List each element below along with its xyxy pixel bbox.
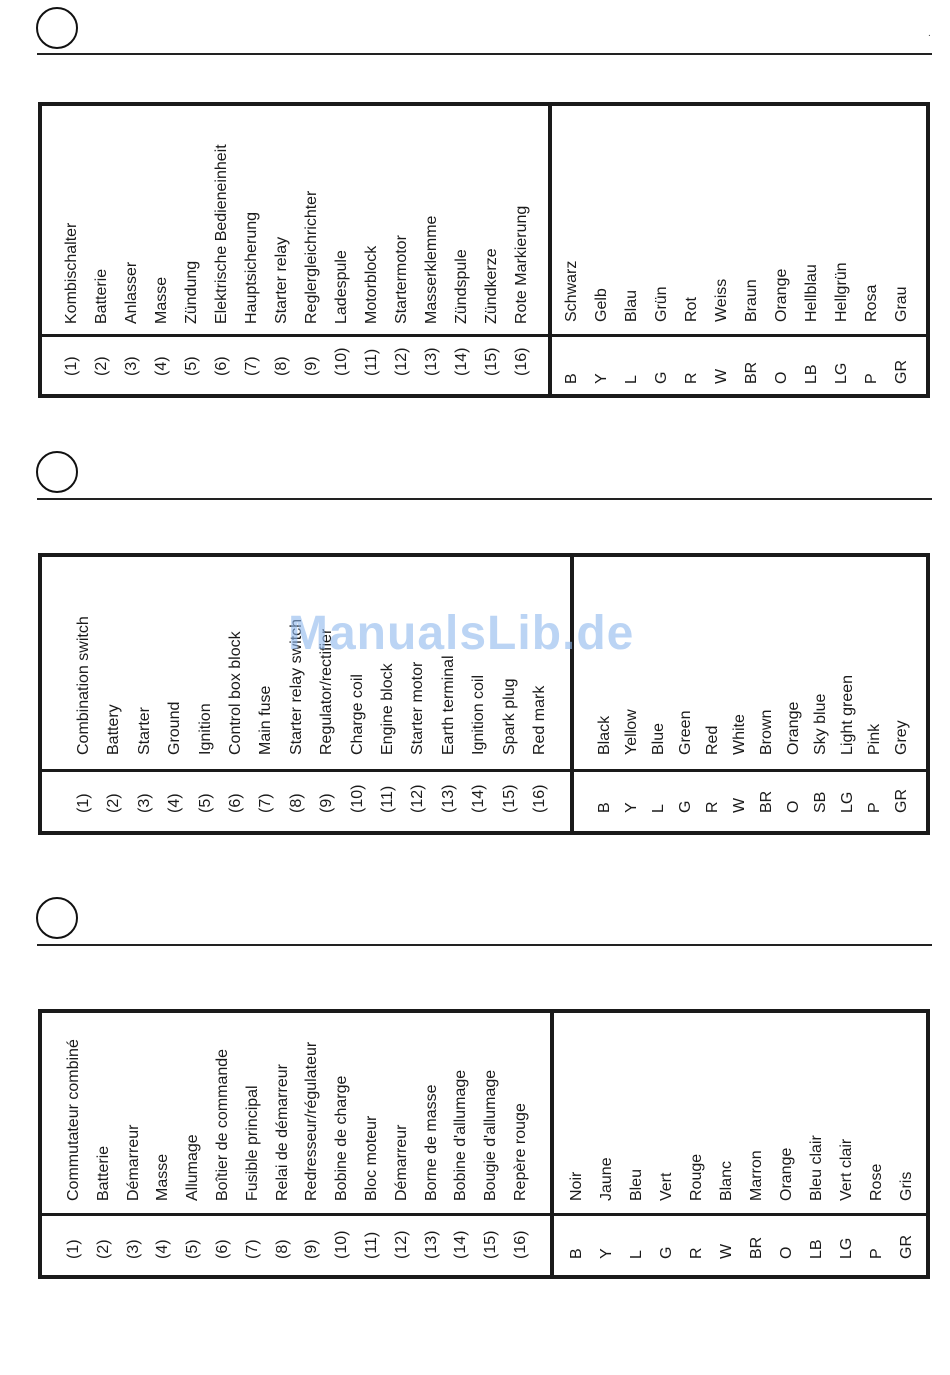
wire-color-code: B	[563, 373, 580, 384]
legend-item-label: Starter relay	[273, 236, 290, 324]
row-separator-items	[42, 1213, 550, 1216]
wire-color-code: R	[688, 1247, 705, 1259]
legend-item-number: (5)	[183, 356, 200, 376]
language-marker-circle-de	[36, 7, 78, 49]
legend-item-number: (6)	[214, 1239, 231, 1259]
legend-item-number: (8)	[273, 1239, 291, 1259]
wire-color-code: W	[731, 797, 748, 813]
legend-item-number: (9)	[303, 356, 320, 376]
legend-item-number: (9)	[318, 793, 336, 813]
legend-item-number: (15)	[482, 1230, 500, 1259]
wire-color-code: BR	[748, 1236, 765, 1259]
wire-color-code: P	[863, 373, 880, 384]
wire-color-name: Grün	[653, 286, 670, 322]
wire-color-name: Rosa	[863, 284, 880, 322]
legend-item-label: Boîtier de commande	[214, 1048, 231, 1201]
section-rule-en	[37, 498, 932, 500]
wire-color-code: LG	[839, 791, 856, 813]
legend-item-number: (11)	[363, 1231, 380, 1259]
legend-item-label: Engine block	[379, 663, 396, 755]
wire-color-name: Schwarz	[563, 260, 580, 322]
legend-item-label: Startermotor	[393, 235, 410, 324]
wire-color-code: LG	[838, 1237, 855, 1259]
legend-item-number: (8)	[273, 356, 290, 376]
wire-color-code: B	[596, 802, 613, 813]
wire-color-name: Orange	[785, 701, 802, 755]
legend-item-number: (7)	[243, 1239, 261, 1259]
legend-item-number: (14)	[470, 784, 488, 813]
legend-item-label: Starter relay switch	[287, 618, 305, 755]
wire-color-name: Jaune	[598, 1157, 615, 1201]
legend-item-number: (13)	[423, 347, 440, 376]
table-divider	[550, 1013, 554, 1275]
wire-color-code: L	[650, 804, 667, 813]
legend-item-label: Allumage	[184, 1134, 202, 1201]
wire-color-code: P	[866, 802, 883, 813]
legend-item-number: (13)	[422, 1230, 440, 1259]
wire-color-name: Noir	[568, 1171, 585, 1201]
legend-item-label: Combination switch	[75, 616, 92, 755]
row-separator-colors	[552, 334, 926, 337]
section-rule-de	[37, 53, 932, 55]
wire-color-code: Y	[623, 802, 640, 813]
legend-item-label: Anlasser	[123, 261, 140, 324]
wire-color-code: G	[658, 1246, 675, 1259]
legend-item-number: (10)	[333, 1230, 351, 1259]
legend-item-number: (7)	[243, 356, 260, 376]
wire-color-name: Yellow	[623, 709, 640, 755]
legend-item-label: Elektrische Bedieneinheit	[213, 144, 230, 324]
legend-item-label: Batterie	[93, 268, 110, 324]
legend-item-number: (15)	[483, 347, 500, 376]
wire-color-code: SB	[812, 791, 829, 813]
legend-item-number: (2)	[105, 793, 123, 813]
wire-color-name: Rose	[868, 1163, 885, 1201]
wire-color-name: Grey	[893, 720, 910, 755]
wire-color-name: Grau	[893, 286, 910, 322]
wire-color-code: O	[778, 1246, 795, 1259]
wire-color-code: O	[773, 371, 790, 384]
wire-color-code: W	[713, 368, 730, 384]
wire-color-code: L	[628, 1250, 645, 1259]
legend-item-number: (16)	[512, 1230, 529, 1259]
legend-item-number: (12)	[409, 784, 427, 813]
wire-color-name: Marron	[748, 1150, 765, 1201]
wire-color-name: Sky blue	[812, 693, 829, 755]
watermark: ManualsLib.de	[288, 607, 635, 660]
legend-item-label: Redresseur/régulateur	[303, 1041, 321, 1201]
wire-color-code: LG	[833, 362, 850, 384]
wire-color-name: Gelb	[593, 288, 610, 322]
legend-item-label: Starter motor	[409, 661, 427, 755]
legend-item-label: Masse	[153, 276, 170, 324]
wire-color-name: Brown	[758, 709, 775, 755]
legend-item-label: Bobine d'allumage	[452, 1069, 470, 1201]
row-separator-colors	[554, 1213, 926, 1216]
table-divider	[548, 106, 552, 394]
wire-color-name: Hellgrün	[833, 262, 850, 322]
legend-item-label: Control box block	[227, 631, 244, 755]
legend-table-fr	[38, 1009, 930, 1279]
legend-item-number: (1)	[65, 1239, 82, 1259]
legend-item-label: Ladespule	[333, 250, 350, 324]
legend-item-label: Main fuse	[257, 685, 275, 755]
wire-color-name: Blue	[650, 722, 667, 755]
legend-item-label: Borne de masse	[422, 1084, 440, 1201]
wire-color-name: Orange	[778, 1147, 795, 1201]
legend-item-label: Hauptsicherung	[243, 211, 260, 324]
legend-item-label: Relai de démarreur	[273, 1064, 291, 1201]
legend-item-number: (4)	[166, 793, 184, 813]
legend-item-label: Masse	[154, 1153, 172, 1201]
wire-color-code: GR	[893, 789, 910, 813]
wire-color-name: Black	[596, 715, 613, 755]
wire-color-name: Green	[677, 710, 694, 755]
legend-item-label: Batterie	[94, 1145, 112, 1201]
legend-item-number: (6)	[213, 356, 230, 376]
wire-color-name: Gris	[898, 1171, 915, 1201]
legend-item-label: Ignition	[196, 703, 214, 755]
page-marker: .	[928, 28, 931, 39]
legend-item-label: Repère rouge	[512, 1103, 529, 1201]
wire-color-code: GR	[893, 360, 910, 384]
legend-item-label: Bobine de charge	[333, 1075, 351, 1201]
legend-item-number: (14)	[453, 347, 470, 376]
legend-item-label: Fusible principal	[243, 1085, 261, 1201]
legend-item-label: Spark plug	[500, 678, 518, 755]
legend-item-number: (5)	[196, 793, 214, 813]
legend-item-label: Masserklemme	[423, 215, 440, 324]
wire-color-name: Light green	[839, 674, 856, 755]
legend-item-number: (8)	[287, 793, 305, 813]
legend-item-label: Charge coil	[348, 674, 366, 755]
legend-item-number: (16)	[531, 784, 548, 813]
legend-item-label: Démarreur	[392, 1124, 410, 1201]
wire-color-name: Braun	[743, 279, 760, 322]
legend-item-label: Bloc moteur	[363, 1115, 380, 1201]
legend-item-number: (6)	[227, 793, 244, 813]
legend-item-label: Démarreur	[124, 1124, 142, 1201]
language-marker-circle-fr	[36, 897, 78, 939]
legend-item-number: (2)	[94, 1239, 112, 1259]
row-separator-items	[42, 769, 570, 772]
legend-item-number: (7)	[257, 793, 275, 813]
legend-item-number: (10)	[333, 347, 350, 376]
legend-item-number: (3)	[135, 793, 153, 813]
wire-color-code: R	[704, 801, 721, 813]
wire-color-name: Rouge	[688, 1153, 705, 1201]
legend-item-number: (3)	[124, 1239, 142, 1259]
wire-color-name: White	[731, 714, 748, 755]
wire-color-name: Red	[704, 725, 721, 755]
table-divider	[570, 557, 574, 831]
legend-item-number: (5)	[184, 1239, 202, 1259]
language-marker-circle-en	[36, 451, 78, 493]
legend-item-number: (11)	[363, 348, 380, 376]
legend-item-label: Rote Markierung	[513, 205, 530, 324]
wire-color-code: P	[868, 1248, 885, 1259]
legend-item-label: Red mark	[531, 685, 548, 755]
wire-color-code: Y	[598, 1248, 615, 1259]
legend-item-number: (10)	[348, 784, 366, 813]
legend-item-number: (12)	[393, 347, 410, 376]
legend-item-number: (16)	[513, 347, 530, 376]
wire-color-name: Blanc	[718, 1160, 735, 1201]
wire-color-name: Hellblau	[803, 264, 820, 322]
wire-color-code: R	[683, 372, 700, 384]
wire-color-code: O	[785, 800, 802, 813]
section-rule-fr	[37, 944, 932, 946]
legend-item-label: Zündung	[183, 260, 200, 324]
legend-item-number: (11)	[379, 785, 396, 813]
legend-item-label: Zündspule	[453, 249, 470, 324]
wire-color-code: BR	[743, 361, 760, 384]
legend-item-label: Zündkerze	[483, 248, 500, 324]
legend-item-number: (1)	[63, 356, 80, 376]
wire-color-name: Bleu clair	[808, 1135, 825, 1201]
wire-color-name: Weiss	[713, 278, 730, 322]
wire-color-code: Y	[593, 373, 610, 384]
legend-item-label: Reglergleichrichter	[303, 190, 320, 324]
wire-color-code: B	[568, 1248, 585, 1259]
row-separator-items	[42, 334, 548, 337]
legend-item-number: (9)	[303, 1239, 321, 1259]
legend-item-number: (13)	[439, 784, 457, 813]
wire-color-code: W	[718, 1243, 735, 1259]
row-separator-colors	[574, 769, 926, 772]
legend-item-number: (2)	[93, 356, 110, 376]
wire-color-name: Orange	[773, 268, 790, 322]
wire-color-code: G	[653, 371, 670, 384]
wire-color-name: Blau	[623, 289, 640, 322]
legend-item-number: (4)	[153, 356, 170, 376]
wire-color-name: Pink	[866, 723, 883, 755]
legend-item-label: Ground	[166, 701, 184, 755]
legend-item-number: (1)	[75, 793, 92, 813]
legend-item-label: Commutateur combiné	[65, 1039, 82, 1201]
wire-color-code: L	[623, 375, 640, 384]
legend-item-label: Starter	[135, 706, 153, 755]
legend-item-number: (12)	[392, 1230, 410, 1259]
legend-item-number: (14)	[452, 1230, 470, 1259]
legend-table-de	[38, 102, 930, 398]
legend-item-label: Regulator/rectifier	[318, 628, 336, 755]
legend-table-en	[38, 553, 930, 835]
legend-item-label: Bougie d'allumage	[482, 1069, 500, 1201]
legend-item-label: Earth terminal	[439, 655, 457, 755]
legend-item-label: Battery	[105, 704, 123, 755]
legend-item-number: (4)	[154, 1239, 172, 1259]
wire-color-name: Vert clair	[838, 1138, 855, 1201]
wire-color-code: G	[677, 800, 694, 813]
wire-color-name: Bleu	[628, 1168, 645, 1201]
wire-color-code: GR	[898, 1235, 915, 1259]
wire-color-code: LB	[803, 364, 820, 384]
legend-item-label: Kombischalter	[63, 222, 80, 324]
legend-item-number: (15)	[500, 784, 518, 813]
wire-color-name: Vert	[658, 1172, 675, 1201]
wire-color-code: LB	[808, 1239, 825, 1259]
wire-color-name: Rot	[683, 297, 700, 322]
legend-item-label: Ignition coil	[470, 674, 488, 755]
legend-item-number: (3)	[123, 356, 140, 376]
wire-color-code: BR	[758, 790, 775, 813]
legend-item-label: Motorblock	[363, 245, 380, 324]
